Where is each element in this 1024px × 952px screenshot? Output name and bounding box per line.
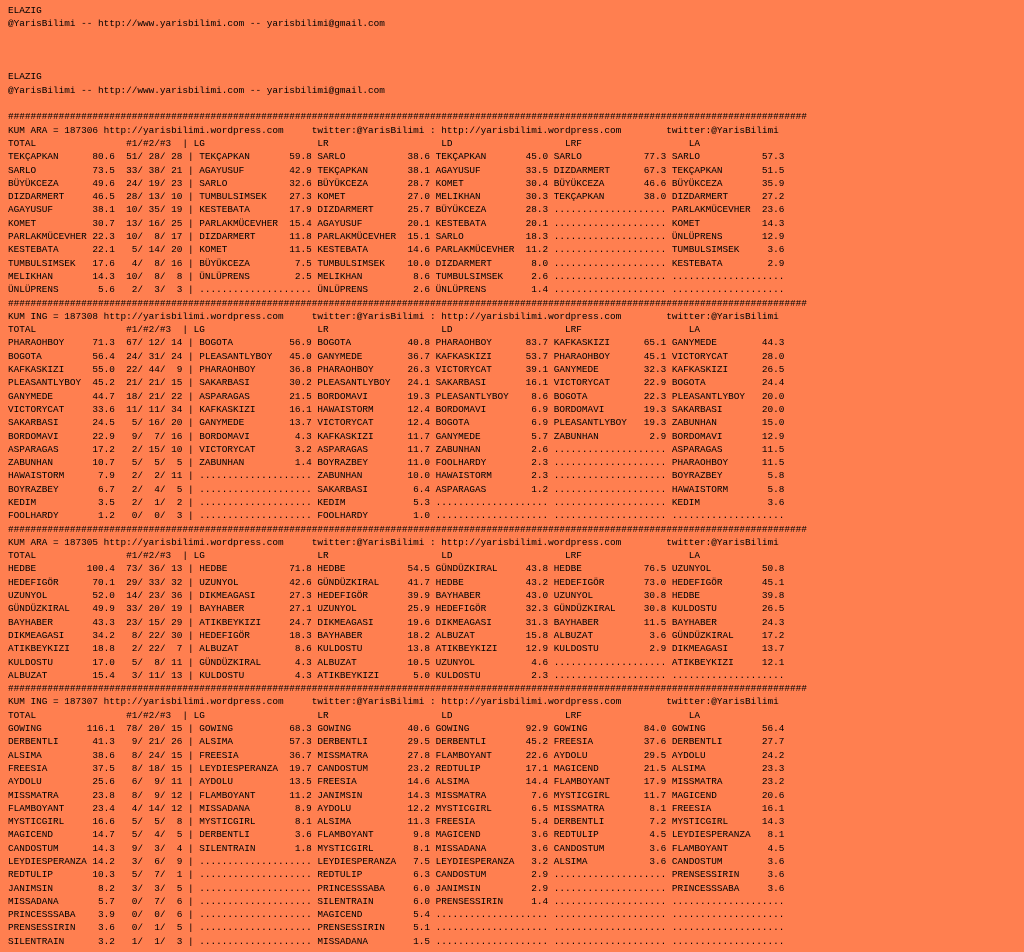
result-row: ZABUNHAN 10.7 5/ 5/ 5 | ZABUNHAN 1.4 BOYRAZBEY 11.0 FOOLHARDY 2.3 .................... PHARAOHBOY 11.5	[8, 457, 785, 469]
result-row: PRINCESSSABA 3.9 0/ 0/ 6 | .................... MAGICEND 5.4 .................... .................... ....................	[8, 909, 785, 921]
result-row: CANDOSTUM 14.3 9/ 3/ 4 | SILENTRAIN 1.8 MYSTICGIRL 8.1 MISSADANA 3.6 CANDOSTUM 3.6 FLAMBOYANT 4.5	[8, 842, 785, 854]
section-separator: ##############################################################################################################################################	[8, 297, 807, 309]
result-row: AGAYUSUF 38.1 10/ 35/ 19 | KESTEBATA 17.9 DIZDARMERT 25.7 BÜYÜKCEZA 28.3 .................... PARLAKMÜCEVHER 23.6	[8, 204, 785, 216]
result-row: GOWING 116.1 78/ 20/ 15 | GOWING 68.3 GOWING 40.6 GOWING 92.9 GOWING 84.0 GOWING 56.4	[8, 723, 785, 735]
result-row: ASPARAGAS 17.2 2/ 15/ 10 | VICTORYCAT 3.2 ASPARAGAS 11.7 ZABUNHAN 2.6 .................... ASPARAGAS 11.5	[8, 443, 785, 455]
result-row: KAFKASKIZI 55.0 22/ 44/ 9 | PHARAOHBOY 36.8 PHARAOHBOY 26.3 VICTORYCAT 39.1 GANYMEDE 32.3 KAFKASKIZI 26.5	[8, 364, 785, 376]
result-row: HEDEFIGÖR 70.1 29/ 33/ 32 | UZUNYOL 42.6 GÜNDÜZKIRAL 41.7 HEDBE 43.2 HEDEFIGÖR 73.0 HEDEFIGÖR 45.1	[8, 576, 785, 588]
result-row: UZUNYOL 52.0 14/ 23/ 36 | DIKMEAGASI 27.3 HEDEFIGÖR 39.9 BAYHABER 43.0 UZUNYOL 30.8 HEDBE 39.8	[8, 590, 785, 602]
header-city-line-repeat: ELAZIG	[8, 71, 42, 83]
result-row: KEDIM 3.5 2/ 1/ 2 | .................... KEDIM 5.3 .................... .................... KEDIM 3.6	[8, 496, 785, 508]
result-row: PHARAOHBOY 71.3 67/ 12/ 14 | BOGOTA 56.9 BOGOTA 40.8 PHARAOHBOY 83.7 KAFKASKIZI 65.1 GANYMEDE 44.3	[8, 337, 785, 349]
section-separator: ##############################################################################################################################################	[8, 683, 807, 695]
result-row: KESTEBATA 22.1 5/ 14/ 20 | KOMET 11.5 KESTEBATA 14.6 PARLAKMÜCEVHER 11.2 .................... TUMBULSIMSEK 3.6	[8, 244, 785, 256]
result-row: DIZDARMERT 46.5 28/ 13/ 10 | TUMBULSIMSEK 27.3 KOMET 27.0 MELIKHAN 30.3 TEKÇAPKAN 38.0 DIZDARMERT 27.2	[8, 191, 785, 203]
result-row: TUMBULSIMSEK 17.6 4/ 8/ 16 | BÜYÜKCEZA 7.5 TUMBULSIMSEK 10.0 DIZDARMERT 8.0 .................... KESTEBATA 2.9	[8, 257, 785, 269]
result-row: SILENTRAIN 3.2 1/ 1/ 3 | .................... MISSADANA 1.5 .................... .................... ....................	[8, 935, 785, 947]
result-row: MISSMATRA 23.8 8/ 9/ 12 | FLAMBOYANT 11.2 JANIMSIN 14.3 MISSMATRA 7.6 MYSTICGIRL 11.7 MAGICEND 20.6	[8, 789, 785, 801]
section-title: KUM ING = 187307 http://yarisbilimi.wordpress.com twitter:@YarisBilimi : http://yarisbilimi.wordpress.com twitter:@YarisBilimi	[8, 696, 779, 708]
section-separator: ##############################################################################################################################################	[8, 111, 807, 123]
result-row: VICTORYCAT 33.6 11/ 11/ 34 | KAFKASKIZI 16.1 HAWAISTORM 12.4 BORDOMAVI 6.9 BORDOMAVI 19.3 SAKARBASI 20.0	[8, 403, 785, 415]
result-row: AYDOLU 25.6 6/ 9/ 11 | AYDOLU 13.5 FREESIA 14.6 ALSIMA 14.4 FLAMBOYANT 17.9 MISSMATRA 23.2	[8, 776, 785, 788]
section-body	[8, 111, 807, 946]
result-row: PLEASANTLYBOY 45.2 21/ 21/ 15 | SAKARBASI 30.2 PLEASANTLYBOY 24.1 SAKARBASI 16.1 VICTORYCAT 22.9 BOGOTA 24.4	[8, 377, 785, 389]
section-title: KUM ARA = 187305 http://yarisbilimi.wordpress.com twitter:@YarisBilimi : http://yarisbilimi.wordpress.com twitter:@YarisBilimi	[8, 536, 779, 548]
header-contact-line: @YarisBilimi -- http://www.yarisbilimi.com -- yarisbilimi@gmail.com	[8, 18, 385, 30]
result-row: GÜNDÜZKIRAL 49.9 33/ 20/ 19 | BAYHABER 27.1 UZUNYOL 25.9 HEDEFIGÖR 32.3 GÜNDÜZKIRAL 30.8 KULDOSTU 26.5	[8, 603, 785, 615]
result-row: HEDBE 100.4 73/ 36/ 13 | HEDBE 71.8 HEDBE 54.5 GÜNDÜZKIRAL 43.8 HEDBE 76.5 UZUNYOL 50.8	[8, 563, 785, 575]
result-row: GANYMEDE 44.7 18/ 21/ 22 | ASPARAGAS 21.5 BORDOMAVI 19.3 PLEASANTLYBOY 8.6 BOGOTA 22.3 PLEASANTLYBOY 20.0	[8, 390, 785, 402]
column-header-row: TOTAL #1/#2/#3 | LG LR LD LRF LA	[8, 709, 700, 721]
result-row: MISSADANA 5.7 0/ 7/ 6 | .................... SILENTRAIN 6.0 PRENSESSIRIN 1.4 .................... ....................	[8, 895, 785, 907]
result-row: HAWAISTORM 7.9 2/ 2/ 11 | .................... ZABUNHAN 10.0 HAWAISTORM 2.3 .................... BOYRAZBEY 5.8	[8, 470, 785, 482]
result-row: BAYHABER 43.3 23/ 15/ 29 | ATIKBEYKIZI 24.7 DIKMEAGASI 19.6 DIKMEAGASI 31.3 BAYHABER 11.5 BAYHABER 24.3	[8, 616, 785, 628]
header-contact-line-repeat: @YarisBilimi -- http://www.yarisbilimi.com -- yarisbilimi@gmail.com	[8, 84, 385, 96]
header-city-line: ELAZIG	[8, 5, 42, 16]
result-row: JANIMSIN 8.2 3/ 3/ 5 | .................... PRINCESSSABA 6.0 JANIMSIN 2.9 .................... PRINCESSSABA 3.6	[8, 882, 785, 894]
result-row: MYSTICGIRL 16.6 5/ 5/ 8 | MYSTICGIRL 8.1 ALSIMA 11.3 FREESIA 5.4 DERBENTLI 7.2 MYSTICGIRL 14.3	[8, 816, 785, 828]
result-row: PARLAKMÜCEVHER 22.3 10/ 8/ 17 | DIZDARMERT 11.8 PARLAKMÜCEVHER 15.1 SARLO 18.3 .................... ÜNLÜPRENS 12.9	[8, 231, 785, 243]
result-row: ALBUZAT 15.4 3/ 11/ 13 | KULDOSTU 4.3 ATIKBEYKIZI 5.0 KULDOSTU 2.3 .................... ....................	[8, 669, 785, 681]
result-row: LEYDIESPERANZA 14.2 3/ 6/ 9 | .................... LEYDIESPERANZA 7.5 LEYDIESPERANZA 3.2 ALSIMA 3.6 CANDOSTUM 3.6	[8, 856, 785, 867]
result-row: DIKMEAGASI 34.2 8/ 22/ 30 | HEDEFIGÖR 18.3 BAYHABER 18.2 ALBUZAT 15.8 ALBUZAT 3.6 GÜNDÜZKIRAL 17.2	[8, 629, 785, 641]
result-row: FREESIA 37.5 8/ 18/ 15 | LEYDIESPERANZA 19.7 CANDOSTUM 23.2 REDTULIP 17.1 MAGICEND 21.5 ALSIMA 23.3	[8, 762, 785, 774]
section-title: KUM ING = 187308 http://yarisbilimi.wordpress.com twitter:@YarisBilimi : http://yarisbilimi.wordpress.com twitter:@YarisBilimi	[8, 310, 779, 322]
column-header-row: TOTAL #1/#2/#3 | LG LR LD LRF LA	[8, 137, 700, 149]
result-row: BOGOTA 56.4 24/ 31/ 24 | PLEASANTLYBOY 45.0 GANYMEDE 36.7 KAFKASKIZI 53.7 PHARAOHBOY 45.1 VICTORYCAT 28.0	[8, 350, 785, 362]
result-row: FOOLHARDY 1.2 0/ 0/ 3 | .................... FOOLHARDY 1.0 .................... .................... ....................	[8, 510, 785, 522]
result-row: ALSIMA 38.6 8/ 24/ 15 | FREESIA 36.7 MISSMATRA 27.8 FLAMBOYANT 22.6 AYDOLU 29.5 AYDOLU 24.2	[8, 749, 785, 761]
column-header-row: TOTAL #1/#2/#3 | LG LR LD LRF LA	[8, 550, 700, 562]
section-separator: ##############################################################################################################################################	[8, 523, 807, 535]
result-row: BORDOMAVI 22.9 9/ 7/ 16 | BORDOMAVI 4.3 KAFKASKIZI 11.7 GANYMEDE 5.7 ZABUNHAN 2.9 BORDOMAVI 12.9	[8, 430, 785, 442]
result-row: TEKÇAPKAN 80.6 51/ 28/ 28 | TEKÇAPKAN 59.8 SARLO 38.6 TEKÇAPKAN 45.0 SARLO 77.3 SARLO 57.3	[8, 151, 785, 163]
result-row: KULDOSTU 17.0 5/ 8/ 11 | GÜNDÜZKIRAL 4.3 ALBUZAT 10.5 UZUNYOL 4.6 .................... ATIKBEYKIZI 12.1	[8, 656, 785, 668]
result-row: ÜNLÜPRENS 5.6 2/ 3/ 3 | .................... ÜNLÜPRENS 2.6 ÜNLÜPRENS 1.4 .................... ....................	[8, 284, 785, 296]
result-row: SARLO 73.5 33/ 38/ 21 | AGAYUSUF 42.9 TEKÇAPKAN 38.1 AGAYUSUF 33.5 DIZDARMERT 67.3 TEKÇAPKAN 51.5	[8, 164, 785, 176]
column-header-row: TOTAL #1/#2/#3 | LG LR LD LRF LA	[8, 324, 700, 336]
result-row: ATIKBEYKIZI 18.8 2/ 22/ 7 | ALBUZAT 8.6 KULDOSTU 13.8 ATIKBEYKIZI 12.9 KULDOSTU 2.9 DIKMEAGASI 13.7	[8, 643, 785, 655]
section-title: KUM ARA = 187306 http://yarisbilimi.wordpress.com twitter:@YarisBilimi : http://yarisbilimi.wordpress.com twitter:@YarisBilimi	[8, 124, 779, 136]
result-row: SAKARBASI 24.5 5/ 16/ 20 | GANYMEDE 13.7 VICTORYCAT 12.4 BOGOTA 6.9 PLEASANTLYBOY 19.3 ZABUNHAN 15.0	[8, 417, 785, 429]
result-row: BOYRAZBEY 6.7 2/ 4/ 5 | .................... SAKARBASI 6.4 ASPARAGAS 1.2 .................... HAWAISTORM 5.8	[8, 483, 785, 495]
result-row: FLAMBOYANT 23.4 4/ 14/ 12 | MISSADANA 8.9 AYDOLU 12.2 MYSTICGIRL 6.5 MISSMATRA 8.1 FREESIA 16.1	[8, 802, 785, 814]
result-row: REDTULIP 10.3 5/ 7/ 1 | .................... REDTULIP 6.3 CANDOSTUM 2.9 .................... PRENSESSIRIN 3.6	[8, 869, 785, 881]
result-row: MELIKHAN 14.3 10/ 8/ 8 | ÜNLÜPRENS 2.5 MELIKHAN 8.6 TUMBULSIMSEK 2.6 .................... ....................	[8, 270, 785, 282]
result-row: BÜYÜKCEZA 49.6 24/ 19/ 23 | SARLO 32.6 BÜYÜKCEZA 28.7 KOMET 30.4 BÜYÜKCEZA 46.6 BÜYÜKCEZA 35.9	[8, 177, 785, 189]
result-row: DERBENTLI 41.3 9/ 21/ 26 | ALSIMA 57.3 DERBENTLI 29.5 DERBENTLI 45.2 FREESIA 37.6 DERBENTLI 27.7	[8, 736, 785, 748]
result-row: KOMET 30.7 13/ 16/ 25 | PARLAKMÜCEVHER 15.4 AGAYUSUF 20.1 KESTEBATA 20.1 .................... KOMET 14.3	[8, 217, 785, 229]
result-row: PRENSESSIRIN 3.6 0/ 1/ 5 | .................... PRENSESSIRIN 5.1 .................... .................... ....................	[8, 922, 785, 934]
result-row: MAGICEND 14.7 5/ 4/ 5 | DERBENTLI 3.6 FLAMBOYANT 9.8 MAGICEND 3.6 REDTULIP 4.5 LEYDIESPERANZA 8.1	[8, 829, 785, 841]
